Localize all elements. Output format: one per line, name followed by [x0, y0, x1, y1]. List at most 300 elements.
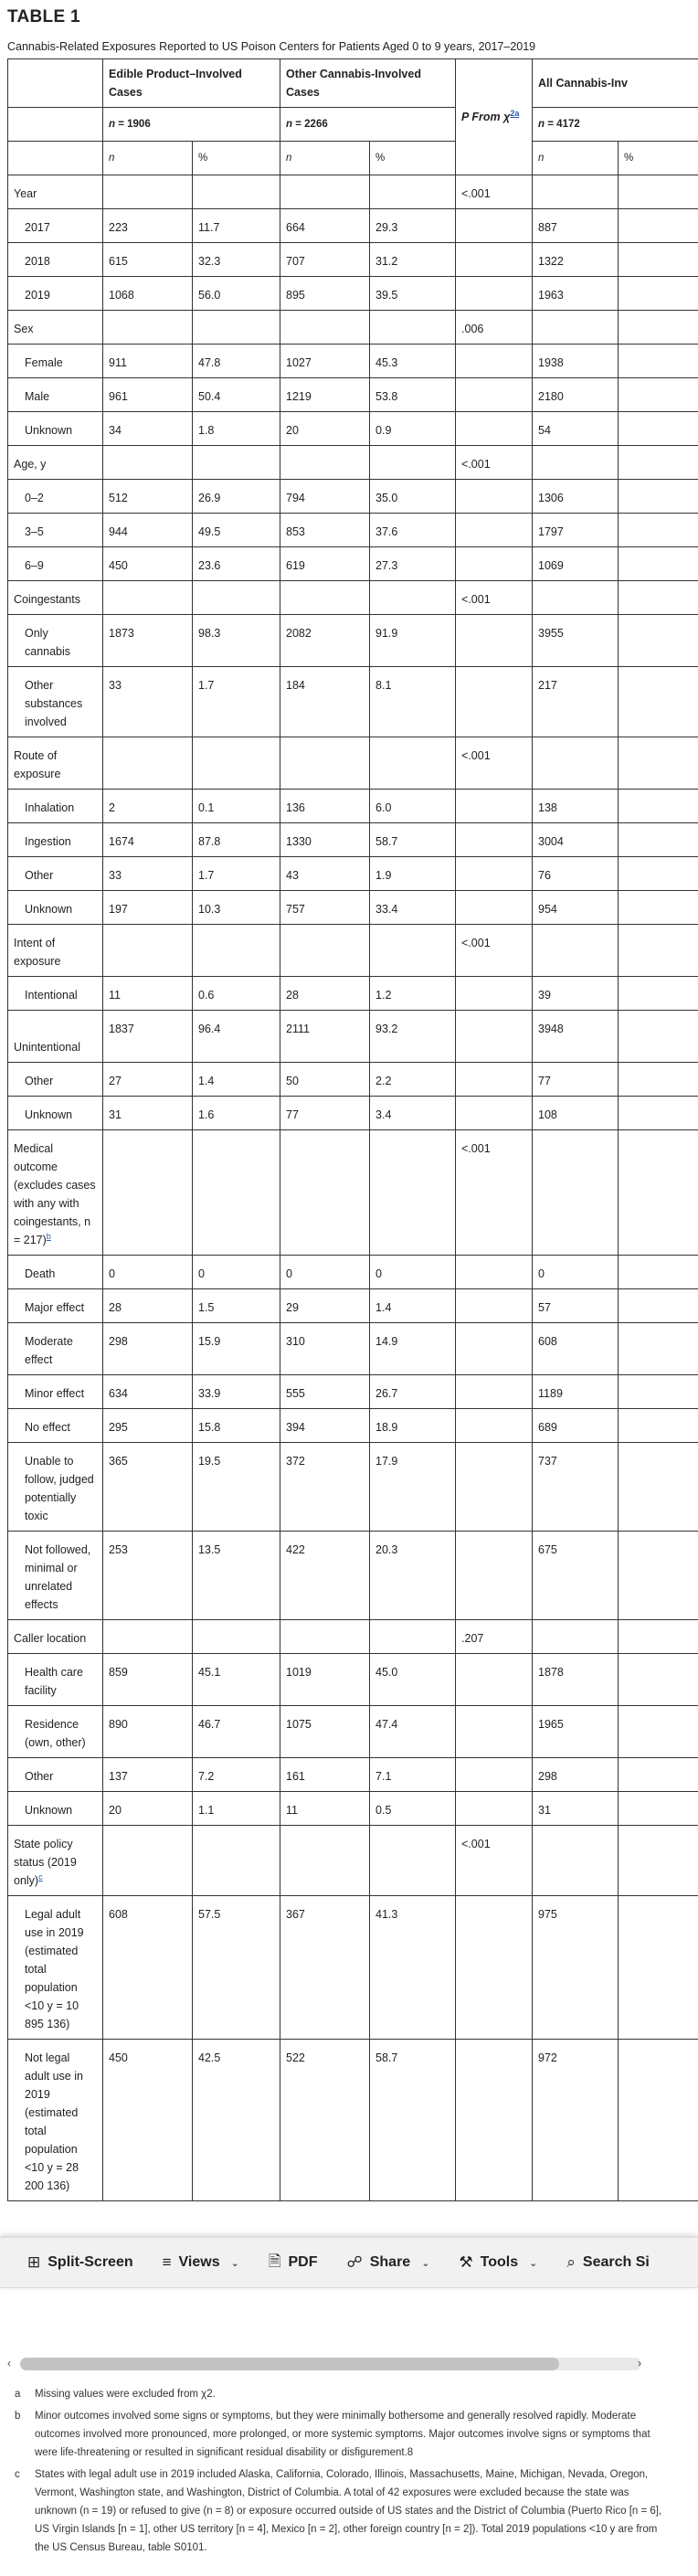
row-label-text: Unknown	[25, 1804, 73, 1817]
empty-cell	[193, 737, 280, 790]
p-value-cell	[456, 480, 533, 514]
all-pct-cell	[619, 977, 698, 1011]
row-label-text: 2017	[25, 221, 50, 234]
all-n-cell: 138	[533, 790, 619, 823]
edible-n-cell: 137	[103, 1758, 193, 1792]
data-table	[7, 58, 698, 2201]
empty-cell	[533, 1130, 619, 1256]
other-pct-cell: 33.4	[370, 891, 456, 925]
table-row	[8, 1011, 698, 1063]
empty-cell	[370, 737, 456, 790]
edible-n-cell: 450	[103, 2040, 193, 2201]
other-n-cell: 757	[280, 891, 370, 925]
edible-pct-cell: 7.2	[193, 1758, 280, 1792]
header-p-sup[interactable]: 2a	[510, 108, 520, 118]
p-value-cell	[456, 1097, 533, 1130]
empty-cell	[193, 1130, 280, 1256]
pdf-icon: 🗎	[268, 2252, 281, 2270]
footnote-link[interactable]: b	[46, 1231, 51, 1241]
n-prefix: n	[109, 119, 116, 130]
category-row	[8, 311, 698, 345]
row-label	[8, 1256, 103, 1289]
row-label	[8, 977, 103, 1011]
other-pct-cell: 91.9	[370, 615, 456, 667]
p-value-cell: .006	[456, 311, 533, 345]
table-row	[8, 514, 698, 547]
tools-button[interactable]	[444, 2238, 552, 2287]
empty-cell	[370, 175, 456, 209]
footnote-key: c	[15, 2469, 20, 2480]
table-row	[8, 977, 698, 1011]
category-row	[8, 1826, 698, 1896]
edible-pct-cell: 1.1	[193, 1792, 280, 1826]
row-label-text: Other	[25, 869, 54, 882]
all-pct-cell	[619, 243, 698, 277]
row-label-text: Not legal adult use in 2019 (estimated total population <10 y = 28 200 136)	[25, 2051, 83, 2192]
all-n-cell: 975	[533, 1896, 619, 2040]
all-pct-cell	[619, 1532, 698, 1620]
table-row	[8, 1323, 698, 1375]
edible-n-cell: 197	[103, 891, 193, 925]
p-value-cell	[456, 790, 533, 823]
row-label-text: Death	[25, 1267, 56, 1280]
edible-pct-cell: 1.6	[193, 1097, 280, 1130]
table-row	[8, 891, 698, 925]
other-n-cell: 619	[280, 547, 370, 581]
split-screen-button[interactable]	[0, 2238, 148, 2287]
p-value-cell	[456, 209, 533, 243]
header-p-value	[456, 59, 533, 175]
table-row	[8, 547, 698, 581]
other-n-cell: 664	[280, 209, 370, 243]
empty-cell	[193, 581, 280, 615]
other-n-cell: 422	[280, 1532, 370, 1620]
n-value: = 4172	[545, 119, 580, 130]
edible-n-cell: 34	[103, 412, 193, 446]
table-row	[8, 1289, 698, 1323]
other-pct-cell: 58.7	[370, 823, 456, 857]
other-n-cell: 895	[280, 277, 370, 311]
row-label	[8, 209, 103, 243]
other-n-cell: 20	[280, 412, 370, 446]
table-caption: Cannabis-Related Exposures Reported to US Poison Centers for Patients Aged 0 to 9 years, 2017–2019	[7, 40, 536, 53]
all-pct-cell	[619, 1323, 698, 1375]
other-pct-cell: 45.3	[370, 345, 456, 378]
p-value-cell	[456, 1011, 533, 1063]
n-all	[533, 108, 698, 142]
row-label	[8, 1289, 103, 1323]
table-row	[8, 1256, 698, 1289]
category-label	[8, 1826, 103, 1896]
other-pct-cell: 45.0	[370, 1654, 456, 1706]
row-label	[8, 823, 103, 857]
all-n-cell: 689	[533, 1409, 619, 1443]
row-label	[8, 1375, 103, 1409]
row-label	[8, 1532, 103, 1620]
row-label	[8, 1896, 103, 2040]
all-n-cell: 3004	[533, 823, 619, 857]
edible-n-cell: 295	[103, 1409, 193, 1443]
other-pct-cell: 0.9	[370, 412, 456, 446]
edible-n-cell: 11	[103, 977, 193, 1011]
category-label	[8, 446, 103, 480]
table-row	[8, 243, 698, 277]
row-label	[8, 378, 103, 412]
edible-pct-cell: 0.1	[193, 790, 280, 823]
table-row	[8, 480, 698, 514]
other-n-cell: 50	[280, 1063, 370, 1097]
row-label	[8, 345, 103, 378]
edible-n-cell: 890	[103, 1706, 193, 1758]
table-row	[8, 2040, 698, 2201]
other-n-cell: 29	[280, 1289, 370, 1323]
other-n-cell: 1019	[280, 1654, 370, 1706]
empty-cell	[533, 1620, 619, 1654]
row-label-text: Ingestion	[25, 835, 71, 848]
p-value-cell	[456, 615, 533, 667]
empty-cell	[193, 446, 280, 480]
split-screen-icon: ⊞	[27, 2253, 41, 2271]
header-all: All Cannabis-Inv	[533, 59, 698, 108]
n-edible	[103, 108, 280, 142]
row-label-text: Coingestants	[14, 593, 80, 606]
edible-pct-cell: 26.9	[193, 480, 280, 514]
p-value-cell: <.001	[456, 175, 533, 209]
row-label	[8, 480, 103, 514]
other-n-cell: 1330	[280, 823, 370, 857]
row-label-text: Other	[25, 1075, 54, 1087]
horizontal-scrollbar[interactable]	[20, 2358, 641, 2370]
empty-cell	[193, 1620, 280, 1654]
all-n-cell: 217	[533, 667, 619, 737]
edible-pct-cell: 42.5	[193, 2040, 280, 2201]
all-n-cell: 1797	[533, 514, 619, 547]
other-pct-cell: 53.8	[370, 378, 456, 412]
other-n-cell: 11	[280, 1792, 370, 1826]
header-empty	[8, 59, 103, 108]
category-row	[8, 175, 698, 209]
empty-cell	[103, 1826, 193, 1896]
category-label	[8, 581, 103, 615]
all-pct-cell	[619, 857, 698, 891]
chevron-down-icon: ⌄	[230, 2257, 239, 2269]
pdf-button[interactable]	[254, 2238, 333, 2287]
table-scroll-container[interactable]	[7, 58, 698, 2343]
row-label-text: 3–5	[25, 525, 44, 538]
empty-cell	[619, 581, 698, 615]
other-n-cell: 794	[280, 480, 370, 514]
row-label-text: Route of exposure	[14, 749, 61, 780]
edible-n-cell: 33	[103, 667, 193, 737]
table-row	[8, 667, 698, 737]
split-screen-label: Split-Screen	[48, 2254, 133, 2270]
other-pct-cell: 26.7	[370, 1375, 456, 1409]
other-pct-cell: 47.4	[370, 1706, 456, 1758]
header-other: Other Cannabis-Involved Cases	[280, 59, 456, 108]
edible-pct-cell: 1.5	[193, 1289, 280, 1323]
empty-cell	[619, 1130, 698, 1256]
row-label-text: Residence (own, other)	[25, 1718, 86, 1749]
empty-cell	[370, 1826, 456, 1896]
all-pct-cell	[619, 891, 698, 925]
table-row	[8, 1063, 698, 1097]
all-pct-cell	[619, 1097, 698, 1130]
row-label-text: 0–2	[25, 492, 44, 504]
p-value-cell	[456, 243, 533, 277]
other-n-cell: 184	[280, 667, 370, 737]
edible-n-cell: 634	[103, 1375, 193, 1409]
edible-n-cell: 365	[103, 1443, 193, 1532]
p-value-cell: .207	[456, 1620, 533, 1654]
row-label	[8, 1011, 103, 1063]
p-value-cell	[456, 823, 533, 857]
table-row	[8, 1097, 698, 1130]
other-n-cell: 372	[280, 1443, 370, 1532]
all-n-cell: 31	[533, 1792, 619, 1826]
views-label: Views	[178, 2254, 220, 2270]
other-n-cell: 367	[280, 1896, 370, 2040]
empty-cell	[370, 446, 456, 480]
row-label-text: Male	[25, 390, 50, 403]
table-row	[8, 615, 698, 667]
row-label-text: Health care facility	[25, 1666, 83, 1697]
p-value-cell	[456, 547, 533, 581]
edible-pct-cell: 1.4	[193, 1063, 280, 1097]
edible-pct-cell: 45.1	[193, 1654, 280, 1706]
edible-pct-cell: 33.9	[193, 1375, 280, 1409]
all-pct-cell	[619, 667, 698, 737]
table-row	[8, 209, 698, 243]
edible-pct-cell: 10.3	[193, 891, 280, 925]
row-label	[8, 1792, 103, 1826]
p-value-cell	[456, 1063, 533, 1097]
row-label-text: Unknown	[25, 903, 73, 916]
table-row	[8, 1654, 698, 1706]
row-label	[8, 1063, 103, 1097]
header-empty	[8, 142, 103, 175]
other-pct-cell: 7.1	[370, 1758, 456, 1792]
row-label	[8, 514, 103, 547]
p-value-cell	[456, 412, 533, 446]
all-pct-cell	[619, 277, 698, 311]
row-label	[8, 243, 103, 277]
edible-pct-cell: 96.4	[193, 1011, 280, 1063]
category-label	[8, 1620, 103, 1654]
all-n-cell: 1938	[533, 345, 619, 378]
all-n-cell: 108	[533, 1097, 619, 1130]
table-row	[8, 790, 698, 823]
all-pct-cell	[619, 547, 698, 581]
edible-n-cell: 1068	[103, 277, 193, 311]
table-row	[8, 1532, 698, 1620]
other-pct-cell: 39.5	[370, 277, 456, 311]
empty-cell	[280, 446, 370, 480]
row-label-text: 2018	[25, 255, 50, 268]
empty-cell	[533, 581, 619, 615]
empty-cell	[533, 311, 619, 345]
all-pct-cell	[619, 2040, 698, 2201]
scroll-right-arrow-icon[interactable]: ›	[638, 2357, 641, 2369]
row-label	[8, 412, 103, 446]
scrollbar-thumb[interactable]	[20, 2358, 559, 2370]
search-site-button[interactable]	[552, 2238, 663, 2287]
views-button[interactable]	[148, 2238, 254, 2287]
all-pct-cell	[619, 1256, 698, 1289]
row-label-text: Intentional	[25, 989, 78, 1002]
subhead-n: n	[103, 142, 193, 175]
footnotes	[7, 2385, 665, 2560]
row-label-text: 6–9	[25, 559, 44, 572]
edible-n-cell: 27	[103, 1063, 193, 1097]
empty-cell	[533, 1826, 619, 1896]
all-n-cell: 608	[533, 1323, 619, 1375]
other-pct-cell: 27.3	[370, 547, 456, 581]
other-pct-cell: 29.3	[370, 209, 456, 243]
edible-n-cell: 961	[103, 378, 193, 412]
list-icon: ≡	[162, 2253, 172, 2271]
table-row	[8, 378, 698, 412]
row-label	[8, 547, 103, 581]
other-n-cell: 2111	[280, 1011, 370, 1063]
footnote	[7, 2407, 665, 2462]
header-row-units	[8, 142, 698, 175]
all-pct-cell	[619, 514, 698, 547]
all-n-cell: 1189	[533, 1375, 619, 1409]
category-label	[8, 925, 103, 977]
all-pct-cell	[619, 1409, 698, 1443]
edible-n-cell: 33	[103, 857, 193, 891]
empty-cell	[533, 446, 619, 480]
article-toolbar	[0, 2237, 698, 2288]
other-pct-cell: 1.9	[370, 857, 456, 891]
p-value-cell	[456, 1896, 533, 2040]
other-pct-cell: 0.5	[370, 1792, 456, 1826]
other-n-cell: 394	[280, 1409, 370, 1443]
empty-cell	[280, 925, 370, 977]
edible-pct-cell: 0.6	[193, 977, 280, 1011]
pdf-label: PDF	[288, 2254, 318, 2270]
edible-pct-cell: 56.0	[193, 277, 280, 311]
all-pct-cell	[619, 345, 698, 378]
p-value-cell	[456, 1323, 533, 1375]
other-n-cell: 555	[280, 1375, 370, 1409]
row-label-text: Moderate effect	[25, 1335, 73, 1366]
row-label	[8, 1758, 103, 1792]
category-row	[8, 1130, 698, 1256]
edible-n-cell: 20	[103, 1792, 193, 1826]
footnote-link[interactable]: c	[38, 1871, 43, 1882]
edible-n-cell: 298	[103, 1323, 193, 1375]
all-n-cell: 3955	[533, 615, 619, 667]
p-value-cell	[456, 1792, 533, 1826]
empty-cell	[193, 311, 280, 345]
table-body	[8, 175, 698, 2201]
other-pct-cell: 37.6	[370, 514, 456, 547]
empty-cell	[280, 581, 370, 615]
edible-n-cell: 615	[103, 243, 193, 277]
all-pct-cell	[619, 1011, 698, 1063]
p-value-cell	[456, 1375, 533, 1409]
other-pct-cell: 2.2	[370, 1063, 456, 1097]
row-label-text: Unknown	[25, 424, 73, 437]
other-pct-cell: 31.2	[370, 243, 456, 277]
all-n-cell: 1963	[533, 277, 619, 311]
other-pct-cell: 0	[370, 1256, 456, 1289]
edible-n-cell: 450	[103, 547, 193, 581]
row-label	[8, 790, 103, 823]
other-n-cell: 853	[280, 514, 370, 547]
all-n-cell: 1069	[533, 547, 619, 581]
edible-pct-cell: 32.3	[193, 243, 280, 277]
edible-pct-cell: 15.9	[193, 1323, 280, 1375]
p-value-cell: <.001	[456, 1130, 533, 1256]
table-row	[8, 857, 698, 891]
edible-pct-cell: 11.7	[193, 209, 280, 243]
all-n-cell: 39	[533, 977, 619, 1011]
row-label	[8, 1323, 103, 1375]
edible-n-cell: 31	[103, 1097, 193, 1130]
scroll-left-arrow-icon[interactable]: ‹	[7, 2357, 11, 2369]
empty-cell	[619, 1826, 698, 1896]
empty-cell	[103, 737, 193, 790]
n-other	[280, 108, 456, 142]
edible-pct-cell: 23.6	[193, 547, 280, 581]
p-value-cell	[456, 1289, 533, 1323]
empty-cell	[533, 925, 619, 977]
subhead-n: n	[533, 142, 619, 175]
table-row	[8, 1758, 698, 1792]
p-value-cell	[456, 1256, 533, 1289]
footnote-text: States with legal adult use in 2019 included Alaska, California, Colorado, Illinois, Massachusetts, Maine, Michigan, Nevada, Oregon, Vermont, Washington state, and Washington, District of Columbia. A total of 42 exposures were excluded because the state was unknown (n = 19) or refused to give (n = 8) or exposure occurred outside of US states and the District of Columbia (Puerto Rico [n = 6], US Virgin Islands [n = 1], other US territory [n = 4], Mexico [n = 2], other foreign country [n = 2]). Total 2019 populations <10 y are from the US Census Bureau, table S0101.	[35, 2469, 662, 2553]
p-value-cell: <.001	[456, 925, 533, 977]
all-pct-cell	[619, 1758, 698, 1792]
all-n-cell: 1965	[533, 1706, 619, 1758]
other-pct-cell: 1.2	[370, 977, 456, 1011]
row-label	[8, 667, 103, 737]
row-label	[8, 1706, 103, 1758]
p-value-cell	[456, 857, 533, 891]
edible-pct-cell: 1.7	[193, 857, 280, 891]
row-label	[8, 2040, 103, 2201]
row-label-text: Major effect	[25, 1301, 85, 1314]
row-label-text: Year	[14, 187, 37, 200]
edible-n-cell: 911	[103, 345, 193, 378]
header-edible: Edible Product–Involved Cases	[103, 59, 280, 108]
all-n-cell: 57	[533, 1289, 619, 1323]
header-row-counts	[8, 108, 698, 142]
empty-cell	[370, 1620, 456, 1654]
p-value-cell	[456, 1758, 533, 1792]
empty-cell	[103, 1130, 193, 1256]
empty-cell	[280, 737, 370, 790]
p-value-cell	[456, 1706, 533, 1758]
edible-n-cell: 512	[103, 480, 193, 514]
all-pct-cell	[619, 412, 698, 446]
footnote	[7, 2385, 665, 2403]
all-pct-cell	[619, 1375, 698, 1409]
all-n-cell: 675	[533, 1532, 619, 1620]
other-n-cell: 0	[280, 1256, 370, 1289]
edible-pct-cell: 49.5	[193, 514, 280, 547]
edible-pct-cell: 50.4	[193, 378, 280, 412]
category-label	[8, 175, 103, 209]
other-n-cell: 522	[280, 2040, 370, 2201]
share-button[interactable]	[333, 2238, 445, 2287]
edible-pct-cell: 46.7	[193, 1706, 280, 1758]
edible-pct-cell: 57.5	[193, 1896, 280, 2040]
row-label-text: No effect	[25, 1421, 70, 1434]
subhead-n: n	[280, 142, 370, 175]
